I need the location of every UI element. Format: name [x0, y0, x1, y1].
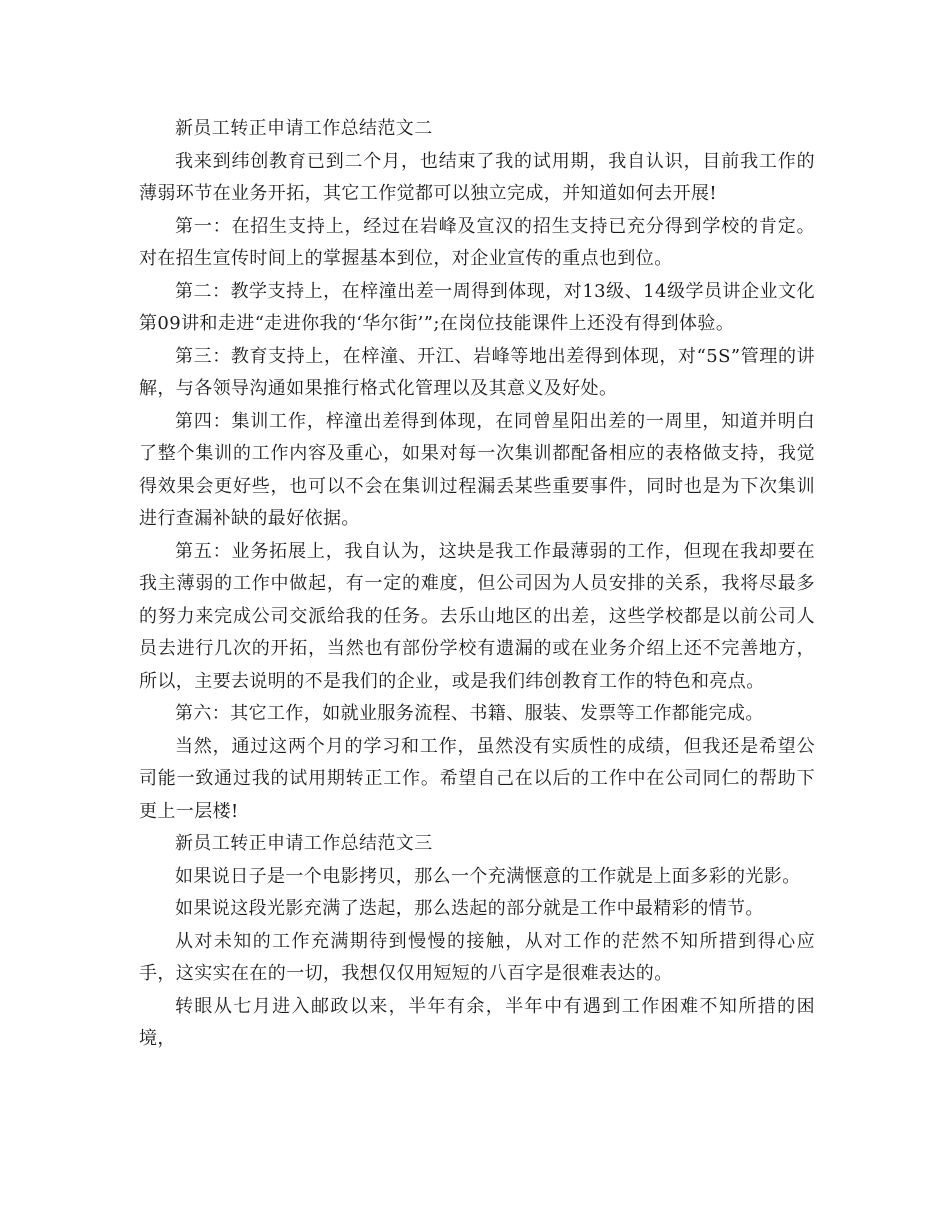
paragraph: 如果说这段光影充满了迭起，那么迭起的部分就是工作中最精彩的情节。: [175, 898, 764, 919]
paragraph: 我来到纬创教育已到二个月，也结束了我的试用期，我自认识，目前我工作的薄弱环节在业务开拓，其它工作觉都可以独立完成，并知道如何去开展!: [139, 150, 815, 204]
paragraph: 从对未知的工作充满期待到慢慢的接触，从对工作的茫然不知所措到得心应手，这实实在在的一切，我想仅仅用短短的八百字是很难表达的。: [139, 930, 815, 984]
paragraph: 第六：其它工作，如就业服务流程、书籍、服装、发票等工作都能完成。: [175, 703, 764, 724]
section-heading: 新员工转正申请工作总结范文二: [175, 118, 433, 139]
document-body: [139, 113, 815, 1056]
paragraph: 第三：教育支持上，在梓潼、开江、岩峰等地出差得到体现，对“5S”管理的讲解，与各领导沟通如果推行格式化管理以及其意义及好处。: [139, 345, 815, 399]
paragraph: 第五：业务拓展上，我自认为，这块是我工作最薄弱的工作，但现在我却要在我主薄弱的工作中做起，有一定的难度，但公司因为人员安排的关系，我将尽最多的努力来完成公司交派给我的任务。去乐山地区的出差，这些学校都是以前公司人员去进行几次的开拓，当然也有部份学校有遗漏的或在业务介绍上还不完善地方，所以，主要去说明的不是我们的企业，或是我们纬创教育工作的特色和亮点。: [139, 540, 815, 692]
paragraph: 当然，通过这两个月的学习和工作，虽然没有实质性的成绩，但我还是希望公司能一致通过我的试用期转正工作。希望自己在以后的工作中在公司同仁的帮助下更上一层楼!: [139, 735, 815, 822]
paragraph: 第四：集训工作，梓潼出差得到体现，在同曾星阳出差的一周里，知道并明白了整个集训的工作内容及重心，如果对每一次集训都配备相应的表格做支持，我觉得效果会更好些，也可以不会在集训过程漏丢某些重要事件，同时也是为下次集训进行查漏补缺的最好依据。: [139, 410, 815, 529]
paragraph: 第一：在招生支持上，经过在岩峰及宣汉的招生支持已充分得到学校的肯定。对在招生宣传时间上的掌握基本到位，对企业宣传的重点也到位。: [139, 215, 815, 269]
paragraph: 如果说日子是一个电影拷贝，那么一个充满惬意的工作就是上面多彩的光影。: [175, 865, 801, 887]
paragraph: 第二：教学支持上，在梓潼出差一周得到体现，对13级、14级学员讲企业文化第09讲和走进“走进你我的‘华尔街’”;在岗位技能课件上还没有得到体验。: [139, 280, 815, 334]
paragraph: 转眼从七月进入邮政以来，半年有余，半年中有遇到工作困难不知所措的困境，: [139, 995, 815, 1049]
section-heading: 新员工转正申请工作总结范文三: [175, 833, 433, 854]
